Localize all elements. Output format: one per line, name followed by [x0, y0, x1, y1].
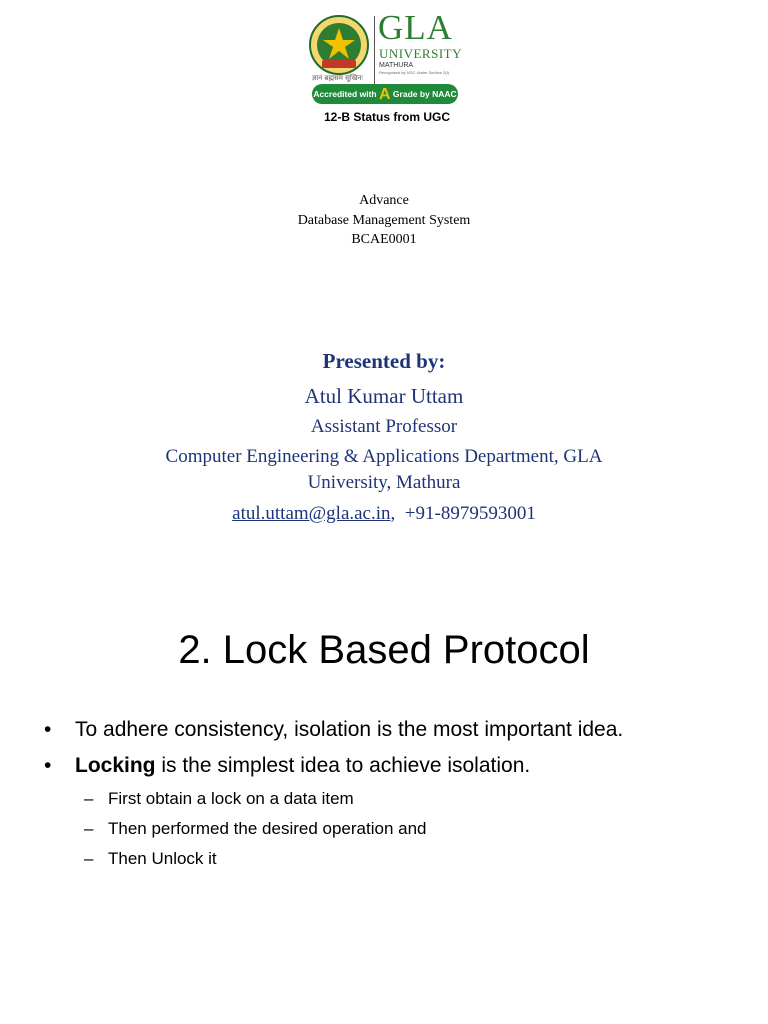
bullet-text: To adhere consistency, isolation is the most important idea.	[75, 718, 624, 741]
presenter-contact	[84, 502, 684, 526]
bullet-rest: is the simplest idea to achieve isolation.	[155, 754, 531, 777]
course-code: BCAE0001	[351, 232, 417, 247]
badge-grade: A	[378, 86, 391, 103]
university-seal-icon	[308, 14, 370, 76]
sub-item-dash: –	[84, 789, 94, 808]
bullet-list	[44, 712, 744, 874]
slide-title: 2. Lock Based Protocol	[178, 628, 590, 672]
bullet-marker: •	[44, 754, 52, 777]
sub-item	[44, 844, 744, 874]
sub-item-dash: –	[84, 849, 94, 868]
wordmark-university: UNIVERSITY	[379, 46, 462, 61]
bullet-marker: •	[44, 718, 52, 741]
logo-row	[308, 8, 466, 82]
wordmark-recognition: Recognised by UGC Under Section 2(f)	[379, 70, 450, 75]
course-line-1: Advance	[359, 193, 409, 208]
presenter-department-line-2: University, Mathura	[307, 472, 461, 493]
presenter-department-line-1: Computer Engineering & Applications Department, GLA	[165, 446, 603, 467]
ugc-status: 12-B Status from UGC	[323, 110, 451, 124]
university-motto: ज्ञानं ब्रह्मसमं सुखिनः	[312, 74, 363, 82]
wordmark-gla: GLA	[378, 8, 453, 47]
sub-item-text: Then performed the desired operation and	[108, 819, 427, 838]
naac-accreditation-badge	[312, 84, 458, 104]
presenter-email-link[interactable]: atul.uttam@gla.ac.in	[232, 503, 391, 524]
bullet-item-isolation	[44, 712, 744, 748]
sub-item-text: Then Unlock it	[108, 849, 217, 868]
sub-item	[44, 814, 744, 844]
wordmark	[378, 8, 466, 87]
sub-item	[44, 784, 744, 814]
sub-item-dash: –	[84, 819, 94, 838]
presenter-designation: Assistant Professor	[310, 416, 458, 437]
wordmark-city: MATHURA	[379, 62, 414, 69]
presenter-name: Atul Kumar Uttam	[304, 384, 464, 408]
sub-item-text: First obtain a lock on a data item	[108, 789, 354, 808]
bullet-item-locking	[44, 748, 744, 784]
contact-separator: ,	[390, 503, 396, 524]
presented-by-heading: Presented by:	[322, 349, 446, 373]
university-logo	[308, 8, 466, 130]
badge-suffix: Grade by NAAC	[392, 89, 457, 99]
bullet-bold-term: Locking	[75, 754, 156, 777]
bullet-text	[75, 748, 530, 784]
logo-divider	[374, 16, 375, 86]
course-line-2: Database Management System	[297, 213, 471, 228]
badge-prefix: Accredited with	[313, 89, 377, 99]
presenter-phone: +91-8979593001	[404, 503, 536, 524]
